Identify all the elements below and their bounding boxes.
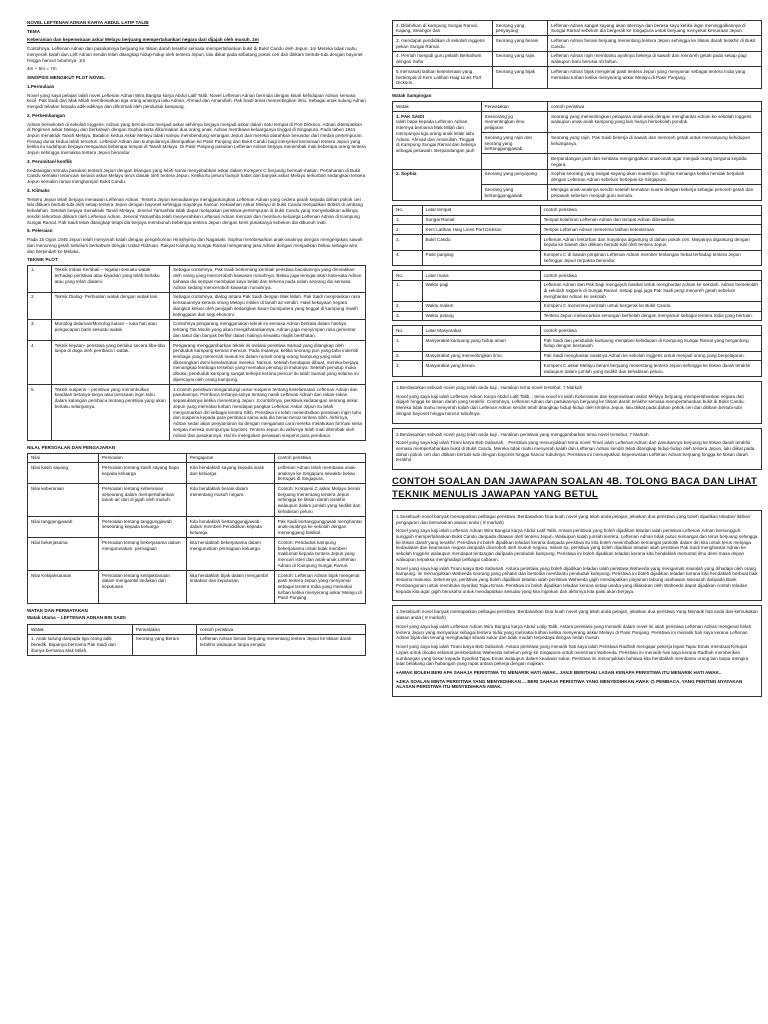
nilai-row: [28, 571, 366, 604]
sinopsis-text: Kedatangan semula pasukan tentera Jepun dengan bilangan yang lebih ramai menyebabkan askar dalam Kompeni C berjuang bermati-matian. Pertahanan di Bukit Candu semakin terancam kerana askar Melayu terus diasak oleh tentera Jepun. Ketika itu peluru hampir habis dan banyak askar Melayu terkorban sedangkan tentera Jepun semakin ramai menghampiri Bukit Candu.: [27, 167, 366, 185]
teknik-row: [28, 319, 366, 340]
latar-tempat-cell: Tempat Leftenan Adnan menerima latihan ketenteraan.: [540, 225, 761, 235]
latar-masyarakat-header: [393, 326, 762, 336]
latar-tempat-header-cell: No.: [393, 205, 423, 215]
watak-header: [28, 625, 366, 635]
teknik-row: [28, 385, 366, 441]
sinopsis-text: Pada 15 Ogos 1945 Jepun telah menyerah kalah dengan pengeboman Hiroshyima dan Nagasaki. Sophia membesarkan anak-anaknya dengan mengenjakan sawah dan menoreng getah sebelum berkahwin dengan Ustaz Ridzuan. Rakyat Kampung Sungai Ramal mengenang jasa Adnan dengan menjadikan beliau sebagai wira dan berpindah ke Melaka.: [27, 237, 363, 254]
novel-title: NOVEL LEFTENAN ADNAN KARYA ABDUL LATIP TALIB: [27, 20, 149, 25]
latar-masyarakat-cell: Masyarakat kampung yang hidup aman: [422, 336, 540, 351]
latar-tempat-row: [393, 250, 762, 265]
nota-1: ●AWAK BOLEH BERI APA SAHAJA PERISTIWA TG MENARIK HATI AWAK.. JANJI BERITAHU LASAN KENAPA PERISTIWA ITU MENARIK HATI AWAK..: [396, 669, 722, 675]
sampingan-header-cell: Watak: [393, 102, 482, 112]
latar-masa-row: [393, 311, 762, 321]
sinopsis-subheading: 2. Perkembangan: [27, 112, 66, 118]
tema-example: Contohnya, Leftenan Adnan dan pasukannya berjuang ke titisan darah terakhir semasa mempertahankan bukit di Bukit Candu oleh Jepun. 1m Mereka tidak mahu menyerah kalah dan Left Adnan sendiri telah ditangkap hidup-hidup oleh tentera Jepun, lalu diikat pada sebatang pokok ceri dan ditikam bertubi-tubi dengan bayonet hingga hancur tubuhnya. 1m: [27, 46, 363, 63]
sampingan-row: [393, 169, 762, 184]
sampingan-header-cell: contoh peristiwa: [547, 102, 761, 112]
watak-utama-cell: Seorang yang rajin.: [492, 51, 547, 66]
nilai-cell: Persoalan tentang keberanian seseorang dalam mempertahankan tanah air dari di jajah oleh musuh.: [98, 484, 186, 517]
watak-utama-cell: Leftenan Adnan bijak mengenal pasti tentera Jepun yang menyamar sebagai tentera India yang memakai turban ketika menyerang askar Melayu di Pasir Panjang.: [547, 67, 761, 88]
teknik-name: Teknik Dialog- Perbualan watak dengan watak lain.: [51, 292, 169, 319]
teknik-row: [28, 292, 366, 319]
teknik-name: Teknik Imbas Kembali – Ingatan sesuatu watak terhadap peristiwa atau kejadian yang telah berlaku atau yang telah dialami.: [51, 265, 169, 292]
latar-masa-header-cell: contoh peristiwa: [540, 271, 761, 281]
watak-utama-cell: Seorang yang penyayang: [492, 21, 547, 36]
sampingan-perwatakan: Seorang yang bertanggungjawab: [481, 185, 547, 200]
nilai-cell: Persoalan tentang kebijaksanaan dalam mengambil tindakan dan keputusan: [98, 571, 186, 604]
sinopsis-block: [27, 84, 366, 110]
right-column: [392, 0, 768, 701]
nilai-cell: Nilai tanggungjawab: [28, 517, 99, 538]
watak-utama-cell: Leftenan Adnan sangat sayang akan isterinya dan berasa sayu ketika ingin meninggalkannya di Sungai Ramal sebelum dia bergerak ke Singapura untuk berjuang menyekat kemaraan Jepun.: [547, 21, 761, 36]
latar-tempat-cell: Bukit Candu: [422, 235, 540, 250]
teknik-name: Monolog dalaman/Monolog luaran – kata hati atau pengucapan batin sesuatu watak.: [51, 319, 169, 340]
sampingan-contoh: Seorang yang rajin. Pak Saidi bekerja di sawah dan menoreh getah untuk menampung kehidupan keluarganya.: [547, 133, 761, 154]
latar-tempat-cell: Sungai Ramal: [422, 215, 540, 225]
nilai-cell: Persoalan tentang kasih sayang bapa kepada keluarga: [98, 463, 186, 484]
left-column: [0, 0, 380, 660]
watak-utama-row: [393, 36, 762, 51]
watak-utama-cell: 4. Pernah menjadi guru pelatih Berkahwin dengan Sofia: [393, 51, 493, 66]
latar-masa-cell: Waktu pagi: [422, 280, 540, 301]
nilai-cell: Kita hendaklah sayang kepada anak dan keluarga: [186, 463, 274, 484]
sampingan-header-cell: Perwatakan: [481, 102, 547, 112]
latar-tempat-header-cell: contoh peristiwa: [540, 205, 761, 215]
jawapan-menarik-box: [392, 605, 762, 697]
latar-masyarakat-cell: Pak Saidi dan penduduk kampung menjalani kehidupan di Kampung Sungai Ramal yang bergantung hidup dengan bersawah.: [540, 336, 761, 351]
tema-statement: Keberanian dan kepenwiraan askar Melayu berjuang mempertahankan negara dari dijajah oleh musuh. 2m: [27, 37, 259, 43]
soalan-menarik: 1.Sesebuah novel banyak memaparkan pelbagai peristiwa. Berdasarkan Dua buah novel yang telah anda pelajari, jelaskan dua peristiwa Yang Menarik hati anda dan kemukakan alasan anda ( 8 markah): [396, 609, 758, 621]
teknik-number: 2.: [28, 292, 52, 319]
nilai-row: [28, 463, 366, 484]
jawapan-teladan-1: Novel yang saya kaji ialah Leftenan Adnan Wira Bangsa karya Abdul Latif Talib. Antara peristiwa yang boleh dijadikan teladan ialah peristiwa Leftenan Adnan bersungguh-sungguh mempertahankan Bukit Candu daripada ditawan oleh tentera Jepun. Walaupun kalah jumlah tentera, Leftenan Adnan tidak putus semangat dan terus berjuang sehingga ke titisan darah yang terakhir. Peristiwa ini boleh dijadikan teladan kerana daripada peristiwa itu kita boleh menimbulkan semangat patriotik dalam diri kita untuk terus menjaga kedaulatan dan keamanan negara daripada diceroboh oleh musuh negara. Selain itu, peristiwa yang boleh dijadikan teladan ialah peristiwa Pak Saidi menghantar Adnan ke sekolah Inggeris walaupun mendapat tentangan daripada penduduk kampung. Peristiwa ini boleh dijadikan teladan kerana kita hendaklah menuntut ilmu demi masa depan walaupun terpaksa menghadapi pelbagai cabaran.: [396, 528, 758, 562]
watak-utama-cell: Seorang yang bijak: [492, 67, 547, 88]
nilai-heading: NILAI, PERSOALAN DAN PENGAJARAN: [27, 444, 116, 450]
latar-tempat-cell: 3.: [393, 235, 423, 250]
latar-masa-cell: 1.: [393, 280, 423, 301]
soalan-peristiwa: 2.Berdasarkan sebuah novel yang telah anda kaji , Huraikan peristiwa yang menggambarkan tema novel tersebut. 7 Markah: [396, 431, 649, 437]
latar-masyarakat-cell: Kompeni C askar Melayu berani berjuang menentang tentera Jepun sehingga ke titisan darah terakhir walaupun dalam jumlah yang sedikit dan kehabisan peluru.: [540, 361, 761, 376]
teknik-name: Teknik kejutan- peristiwa yang berlaku secara tiba-tiba tanpa di duga oleh pembaca / watak.: [51, 341, 169, 385]
sampingan-contoh: Sophia seorang yang sangat sayang akan suaminya. Sophia menangis ketika hendak berpisah dengan Leftenan Adnan sebelum berlepas ke Singapura.: [547, 169, 761, 184]
latar-masa-header-cell: No.: [393, 271, 423, 281]
nilai-cell: kita hendaklah bekerjasama dalam menguruskan pernagaan keluarga: [186, 538, 274, 571]
watak-cell: 1. Anak sulung daripada tiga orang adik beradik. Bapanya bernama Pak Saidi dan ibunya bernama Mak Milah.: [28, 634, 133, 655]
nilai-cell: Contoh: Kompeni C askar Melayu berani berjuang menentang tentera Jepun sehingga ke titisan darah terakhir walaupun dalam jumlah yang sedikit dan kehabisan peluru: [274, 484, 365, 517]
latar-tempat-cell: Tempat kelahiran Leftenan Adnan dan tempat Adnan dibesarkan.: [540, 215, 761, 225]
latar-tempat-row: [393, 215, 762, 225]
jawapan-tema: Novel yang saya kaji ialah Leftenan Adnan Karya Abdul Latif Talib, , tema novel ini ialah Keberanian dan kepenwiraan askar Melayu berjuang mempertahankan negara dari dijajah hingga ke titisan darah yang terakhir. Contohnya, Leftenan Adnan dan pasukannya berjuang ke titisan darah terakhir semasa mempertahankan bukit di Bukit Candu. Mereka tidak mahu menyerah kalah dan Leftenan Adnan sendiri telah ditangkap hidup-hidup oleh tentera Jepun, lalu diikat pada dahan pokok ceri dan ditikam bertubi-tubi dengan bayonet hingga hancur tubuhnya.: [396, 393, 745, 416]
latar-tempat-table: [392, 205, 762, 266]
latar-masa-row: [393, 301, 762, 311]
nilai-cell: kita hendaklah bijak dalam mengambil tindakan dan keputusan: [186, 571, 274, 604]
latar-masyarakat-table: [392, 325, 762, 376]
sinopsis-block: [27, 159, 366, 185]
latar-masyarakat-header-cell: No.: [393, 326, 423, 336]
sinopsis-subheading: 4. Klimaks: [27, 187, 50, 193]
watak-utama-cell: 3. mendapat pendidikan di sekolah Inggeris pekan Sungai Ramal.: [393, 36, 493, 51]
jawapan-menarik-2: Novel yang saya kaji ialah Tirani karya Beb Sabariah. Antara peristiwa yang menarik hati saya ialah Peristiwa Radhah mengajar pekerja lepas Tajau Emas membuat Ketupat Lepas untuk dicuba selamat pembedahan Waheeda sebelum pergi ke Singapura untuk menemani Waheeda. Peristiwa ini menarik hati saya kerana Radhah memberikan sumbangan yang besar kepada Syarikat Tajau Emas walaupun dalam keadaan sukar. Peristiwa ini menunjukkan bahawa kita hendaklah membantu orang lain tanpa mengira latar belakang dan hubungan yang rapat antara pekerja dengan majikan.: [396, 644, 749, 667]
watak-utama-cell: Leftenan Adnan berani berjuang menentang tentera Jepun sehingga ke titisan darah terakhir di Bukit Candu.: [547, 36, 761, 51]
watak-utama-cell: 2. Dilahirkan di kampung Sungai Ramal, Kajang, Selangor dan: [393, 21, 493, 36]
latar-masyarakat-cell: 3.: [393, 361, 423, 376]
sampingan-perwatakan: [481, 154, 547, 169]
sampingan-contoh: Berpandangan jauh dan sentiasa mengingatkan anak-anak agar menjadi orang berguna kepada negara.: [547, 154, 761, 169]
teknik-plot-heading: TEKNIK PLOT: [27, 257, 58, 263]
sampingan-name: 1. PAK SAIDI: [396, 113, 424, 119]
nota-2: ●JIKA SOALAN MINTA PERISTIWA YANG MENYEDIHKAN ... BERI SAHAJA PERISTIWA YANG MENYEDIHKAN AWAK @ PEMBACA, YANG PENTING NYATAKAN ALASAN PERISTIWA ITU MENYEDIHKAN AWAK.: [396, 678, 743, 690]
watak-utama-continued-table: [392, 20, 762, 89]
nilai-row: [28, 538, 366, 571]
teknik-row: [28, 341, 366, 385]
latar-masyarakat-cell: 1.: [393, 336, 423, 351]
latar-masyarakat-cell: Masyarakat yang berani.: [422, 361, 540, 376]
soalan-tema: 1.Berdasarkan sebuah novel yang telah anda kaji , Huraikan tema novel tersebut. 7 Markah: [396, 384, 583, 390]
sinopsis-text: Tentera Jepun telah berjaya menawan Leftenan Adnan. Tentera Jepun kemudiannya menggantungkan Leftenan Adnan yang cedera parah kepada dahan pokok ceri lalu ditikam bertubi-tubi oleh setiap tentera Jepun dengan bayonet sehingga mayatnya hancur. Kekalahan Askar Melayu di bukit Candu menjadikan British di ambang kekalahan. Setelah berjaya menakluki Tanah Melayu, Jeneral Yamashita tidak dapat melupakan peristiwa pertempuran di bukit Candu yang menyebabkan adiknya sendiri terkorban ditikam oleh Leftenan Adnan. Jeneral Yamashita telah menyerahkan Leftenan Adnan mencari dan memburu keluarga Leftenan Adnan di Kampung Sungai Ramal. Pak Saidi telah ditangkap tetapi dia berjaya membunuh beberapa tentera Jepun dengan keris pusakanya sebelum dia dibunuh mati.: [27, 196, 363, 225]
latar-tempat-row: [393, 225, 762, 235]
teknik-number: 1.: [28, 265, 52, 292]
watak-utama-row: [393, 51, 762, 66]
watak-header-cell: Perwatakan: [132, 625, 196, 635]
latar-tempat-cell: 4.: [393, 250, 423, 265]
nilai-cell: Kita hendaklah bertanggungjawab dalam memberi Pendidikan kepada keluarga: [186, 517, 274, 538]
latar-masa-row: [393, 280, 762, 301]
teknik-example: 1.Contoh peristiwa mengandungi unsur suspens tentang keselamatan Leftenan Adnan dan pasukannya. Pembaca tertanya-tanya tentang nasib Leftenan Adnan dan rakan-rakan sepasukannya ketika menentang Jepun. 2.contohnya, peristiwa kedatangan seorang askar Jepun yang memakai turban mendapat pangkat Leftenan Askar Jepun itu telah menyamarkan diri sebagai tentera Sikh. Peristiwa ini telah menimbulkan perasaan ingin tahu dan suspens kepada para pembaca sama ada dia benar-benar tentera Sikh. Akhirnya, Adnan sedar akan penyamaran itu dengan mengamati cara mereka melakukan formasi serta senjata mereka mempunyai bayonet. Tentera Jepun itu akhirnya telah mati ditembak oleh Adnan dan pasukannya. Hal ini melegakan perasaan suspens para pembaca.: [169, 385, 365, 441]
teknik-number: 4.: [28, 341, 52, 385]
watak-cell: Seorang yang Berani: [132, 634, 196, 655]
latar-masyarakat-header-cell: Latar Masyarakat: [422, 326, 540, 336]
teknik-example: Pengarang menggambarkan teknik ini melalui peristiwa Samad yang ditangkap oleh penduduk kampung kerana mencuri. Pada mulanya, ketika seorang pun yang tahu indentiti lembaga yang memecah masuk ke dalam rumah orang-orang kampung yang telah dikosongkan demi keselamatan mereka. Namun, setelah hendapan dibuat, mereka berjaya menangkap lembaga tersebut yang memakai penutup di mukanya. Setelah penutup muka dibuka, penduduk kampung sangat terkejut kerana pencuri itu ialah Samad yang selama ini dipercayai oleh orang kampung.: [169, 341, 365, 385]
latar-masyarakat-row: [393, 351, 762, 361]
latar-tempat-cell: 2.: [393, 225, 423, 235]
latar-masyarakat-header-cell: contoh peristiwa: [540, 326, 761, 336]
latar-masa-cell: Waktu petang: [422, 311, 540, 321]
teknik-example: Sebagai contohnya, Pak Saidi berkenang kembali peristiwa bacakannya yang dirosakkan oleh orang yang menceroboh kawasan rumahnya. Beliau juga teringat akan kata-kata Adnan bahawa dia sempat membalas kayu belati dan terkena pada salah seorang dia semasa Adnan sedang menceroboh kawasan rumahnya.: [169, 265, 365, 292]
nilai-cell: Persoalan tentang bekerjasama dalam mengurusakan. pernagaan: [98, 538, 186, 571]
soalan-peristiwa-box: [392, 428, 762, 471]
latar-tempat-cell: 1.: [393, 215, 423, 225]
sinopsis-block: [27, 113, 366, 156]
jawapan-peristiwa: Novel yang saya kaji ialah Tirani karya Beb Sabariah, , Peristiwa yang menunjukkan tema novel Tirani ialah Leftenan Adnan dan pasukannya berjuang ke titisan darah terakhir semasa mempertahankan bukit di Bukit Candu. Mereka tidak mahu menyerah kalah dan Leftenan Adnan sendiri telah ditangkap hidup-hidup oleh tentera Jepun, lalu diikat pada dahan pokok ceri dan ditikam bertubi-tubi dengan bayonet hingga hancur tubuhnya. Peristiwa ini menunjukkan kepenwiraan Leftenan Adnan berjuang hingga ke titisan darah terakhir.: [396, 440, 755, 463]
watak-utama-row: [393, 21, 762, 36]
teknik-number: 3.: [28, 319, 52, 340]
watak-utama-cell: Leftenan Adnan rajin membantu ayahnya bekerja di sawah dan menoreh getah pada setiap pagi walaupun baru berusia 10 tahun.: [547, 51, 761, 66]
sampingan-header: [393, 102, 762, 112]
latar-tempat-cell: Leftenan Adnan terkorban dan mayatnya digantung di dahan pokok ceri. Mayatnya digantung dengan kepala ke bawah dan ditikam bertubi-tubi oleh tentera Jepun.: [540, 235, 761, 250]
latar-masa-cell: Waktu malam: [422, 301, 540, 311]
sampingan-perwatakan: Seorang yang rajin dan seorang yang bertanggungjawab: [481, 133, 547, 154]
nilai-header-cell: Persoalan: [98, 453, 186, 463]
latar-masyarakat-row: [393, 336, 762, 351]
sampingan-row: [393, 112, 762, 133]
latar-tempat-header-cell: Latar tempat: [422, 205, 540, 215]
latar-masyarakat-cell: Masyarakat yang mementingkan ilmu.: [422, 351, 540, 361]
sinopsis-heading: SINOPSIS MENGIKUT PLOT NOVEL: [27, 75, 106, 81]
jawapan-teladan-2: Novel yang saya kaji ialah Tirani karya Beb Sabariah. Antara peristiwa yang boleh dijadikan teladan ialah peristiwa Waheeda yang mengamati masalah yang dihadapi oleh orang kampung. Ini menunjukkan Waheeda seorang yang prihatin dan bersedia membantu penduduk kampung. Peristiwa ini boleh dijadikan teladan kerana kita hendaklah berbuat baik sesama manusia. Seterusnya, peristiwa yang boleh dijadikan teladan ialah peristiwa Waheeda gigih mendapatkan pinjaman tabung usahawan siswazah daripada Bank Pembangunan untuk membuka Syarikat Tajau Emas. Peristiwa ini boleh dijadikan teladan kerana setiap usaha yang dilakukan oleh Waheeda dapat dijadikan contoh teladan kepada kita agar gigih berusaha untuk mendapatkan sesuatu yang kita inginkan dan akhirnya kita pasti akan berjaya.: [396, 565, 758, 594]
watak-header-cell: contoh peristiwa: [196, 625, 365, 635]
latar-tempat-cell: Pasir panjang: [422, 250, 540, 265]
latar-masyarakat-cell: 2.: [393, 351, 423, 361]
nilai-cell: Nilai kasih sayang.: [28, 463, 99, 484]
sinopsis-section: [27, 84, 366, 254]
nilai-cell: Contoh: Leftenan Adnan bijak mengenal pasti tentera Jepun yang menyamar sebagai tentera India yang memakai turban ketika menyerang askar Melayu di Pasir Panjang.: [274, 571, 365, 604]
nilai-header-cell: contoh peristiwa: [274, 453, 365, 463]
watak-row: [28, 634, 366, 655]
watak-utama-row: [393, 67, 762, 88]
sampingan-watak-cell: [393, 169, 482, 200]
sampingan-heading: Watak Sampingan: [392, 92, 432, 98]
latar-masyarakat-row: [393, 361, 762, 376]
latar-tempat-cell: Kompeni C di bawah pimpinan Leftenan Adnan member tentangan hebat terhadap tentera Jepun sehingga Jepun terpaksa berundur.: [540, 250, 761, 265]
watak-sampingan-table: [392, 101, 762, 201]
nilai-cell: Leftenan Adnan telah membawa anak-anaknya ke Singapura sewaktu beliau bertugas di Singapura.: [274, 463, 365, 484]
tema-heading: TEMA: [27, 28, 41, 34]
nilai-header-cell: Nilai: [28, 453, 99, 463]
nilai-cell: Persoalan tentang tanggungjawab seseorang kepada keluarga: [98, 517, 186, 538]
nilai-cell: Contoh: Penduduk kampung bekerjasama untuk tidak memberi maklumat kepada tentera Jepun yang mencari isteri dan anak-anak Leftenan Adnan di Kampung Sungai Ramal.: [274, 538, 365, 571]
teknik-number: 5.: [28, 385, 52, 441]
sinopsis-subheading: 5. Peleraian: [27, 228, 53, 234]
latar-masyarakat-cell: Pak Saidi menghantar anaknya Adnan ke sekolah Inggeris untuk menjadi orang yang berpelajaran.: [540, 351, 761, 361]
sinopsis-block: [27, 228, 366, 254]
teknik-example: Sebagai contohnya, dialog antara Pak Saidi dengan Mak Milah. Pak Saidi menjelaskan rasa kerisauannya kerana orang Melayu miskin di tanah air sendiri. Hasil kekayaan negara diangkut keluar oleh penjajah sedangkan kaum bumiputera yang tinggal di kampung masih ketinggalan dari segi ekonomi.: [169, 292, 365, 319]
latar-masa-cell: Leftenan Adnan dan Pak Sagi mengayuh basikal untuk menghantar Adnan ke sekolah. Adnan bersekolah di sekolah Inggeris di Sungai Ramal. Setiap pagi juga Pak Saidi pergi menoreh getah sebelum menghantar Adnan ke sekolah.: [540, 280, 761, 301]
contoh-soalan-banner: CONTOH SOALAN DAN JAWAPAN SOALAN 4B. TOLONG BACA DAN LIHAT TEKNIK MENULIS JAWAPAN YANG BETUL: [392, 476, 758, 500]
sinopsis-text: Novel yang saya pelajari ialah novel Leftenan Adnan Wira Bangsa karya Abdul Latif Talib. Novel Leftenan Adnan bermula dengan kisah kehidupan Adnan semasa kecil. Pak Saidi dan Mak Milah membesarkan tiga orang anaknya iaitu Adnan, Ahmad dan Amarullah. Pak Saidi amat mementingkan ilmu. Sebagai anak sulung Adnan menjadi teladan kepada adik-adiknya dan dihormati oleh penduduk kampung.: [27, 92, 366, 110]
jawapan-teladan-box: [392, 510, 762, 602]
nilai-cell: Nilai Kebijaksanaan: [28, 571, 99, 604]
nilai-cell: Nilai bekerjasama: [28, 538, 99, 571]
sinopsis-text: Adnan bersekolah di sekolah Inggeris. Adnan yang bercita-cita menjadi askar akhirnya berjaya menjadi askar dalam satu tempat di Port Dickson. Adnan ditempatkan di Regimen askar Melayu dan berkahwin dengan Sophia serta dikurniakan dua orang anak. Adnan membawa keluarganya tinggal di Singapura. Pada tahun 1941 Jepun menakluk Tanah Melayu. Batalion kedua Askar Melayu tidak mampu membendung serangan Jepun dan mereka diarahkan berundur dari medan pertempuran. Perang dunia kedua telah tercetus. Leftenan Adnan dan kumpulannya ditempatkan ke Pasir Panjang dan Bukit Candu bagi menyekat kemaraan tentera Jepun yang ketika itu sudahpun berjaya menguasai beberapa tempat di Tanah Melayu. Di Pasir Panjang pasukan Leftenan Adnan berjaya menembak mati beberapa orang tentera Jepun sehingga memaksa tentera Jepun berundur.: [27, 121, 366, 156]
latar-masa-table: [392, 270, 762, 321]
latar-masa-cell: Tentera Jepun melancarkan serangan berhelah dengan menyamar sebagai tentera India yang bertuan.: [540, 311, 761, 321]
latar-masa-header-cell: Latar masa: [422, 271, 540, 281]
sampingan-contoh: Menjaga anak-anaknya sendiri setelah kematian suami dengan bekerja sebagai penoreh getah dan pesawah sebelum menjadi guru semula.: [547, 185, 761, 200]
teknik-example: Contohnya pengarang menggunakan teknik ini semasa Adnan berkata dalam hatinya tentang Tok Mudin yang akan mengkhatankannya. Adnan juga menyimpan rasa gementar dan takut dan banyak berfikir dalam hatinya sewaktu majlis berkhatan.: [169, 319, 365, 340]
latar-masa-cell: 3.: [393, 311, 423, 321]
watak-utama-cell: 5.memasuki latihan ketenteraan yang bertempat di Kem Latihan Haig Lines Port Dickson.: [393, 67, 493, 88]
teknik-row: [28, 265, 366, 292]
soalan-tema-box: [392, 381, 762, 424]
watak-utama-table: [27, 624, 366, 656]
latar-tempat-header: [393, 205, 762, 215]
sampingan-name: 2. Sophia: [396, 171, 417, 177]
sampingan-desc: Ialah bapa kepada Leftenan Adnan. Isterinya bernama Mak Milah dan mempunyai tiga orang anak lelaki iaitu Adnan, Ahmad dan Amarullah. Tinggal di Kampung Sungai Ramal dan bekerja sebagai pesawah. Berpandangan jauh: [396, 119, 476, 153]
soalan-teladan: 1.Sesebuah novel banyak memaparkan pelbagai peristiwa. Berdasarkan Dua buah novel yang telah anda pelajari, jelaskan dua peristiwa yang boleh dijadikan teladan/ iktibar/ pengajaran dan kemukakan alasan anda ( 8 markah): [396, 513, 751, 525]
sampingan-contoh: Seorang yang mementingkan pelajaran anak-anak dengan menghantar Adnan ke sekolah Inggeris walaupun anak-anak kampung yang lain hanya bersekolah pondok.: [547, 112, 761, 133]
sinopsis-subheading: 3. Perumitan/ konflik: [27, 158, 72, 164]
latar-tempat-cell: Kem Latihan Haig Lines Port Dickson: [422, 225, 540, 235]
nilai-header: [28, 453, 366, 463]
teknik-plot-table: [27, 265, 366, 441]
tema-formula: 4m + 5m = 7m: [27, 66, 57, 72]
sampingan-perwatakan: Seorang yang penyayang: [481, 169, 547, 184]
nilai-cell: Nilai keberanian: [28, 484, 99, 517]
sinopsis-block: [27, 188, 366, 225]
latar-tempat-row: [393, 235, 762, 250]
nilai-header-cell: Pengajaran: [186, 453, 274, 463]
watak-cell: Leftenan Adnan berani berjuang menentang tentera Jepun ke titisan darah terakhir walaupun tanpa senjata.: [196, 634, 365, 655]
jawapan-menarik-1: Novel yang saya kaji ialah Leftenan Adnan Wira Bangsa karya Abdul Latip Talib. Antara peristiwa yang menarik dalam novel ini ialah peristiwa Leftenan Adnan mengenal helah tentera Jepun yang menyamar sebagai tentera India yang memakai turban ketika menyerang askar Melayu di Pasir Panjang. Peristiwa ini menarik hati saya kerana Leftenan Adnan bijak dan tenang menghadapi situasi sukar dan tidak mudah terpedaya dengan helah musuh.: [396, 623, 752, 641]
nilai-cell: Pak Saidi bertanggungjawab menghantar anak-anaknya ke sekolah dengan menunggang basikal.: [274, 517, 365, 538]
sinopsis-subheading: 1.Permulaan: [27, 83, 55, 89]
nilai-cell: Kita hendaklah berani dalam menentang musuh negara: [186, 484, 274, 517]
latar-masa-cell: 2.: [393, 301, 423, 311]
watak-subheading: Watak Utama – LEFTENAN ADNAN BIN SAIDI: [27, 615, 126, 621]
latar-masa-cell: Kompeni C menerima perintah untuk bergerak ke Bukit Candu.: [540, 301, 761, 311]
nilai-table: [27, 453, 366, 604]
watak-utama-cell: Seorang yang berani: [492, 36, 547, 51]
sampingan-watak-cell: [393, 112, 482, 170]
teknik-name: Teknik suspens – peristiwa yang menimbulkan keadaan tertanya-tanya atau perasaan ingin tahu dalam kalangan pembaca tentang peristiwa yang akan berlaku selanjutnya.: [51, 385, 169, 441]
watak-heading: WATAK DAN PERWATAKAN: [27, 607, 88, 613]
sampingan-perwatakan: Seseorang yg mementingkan ilmu pelajaran: [481, 112, 547, 133]
watak-header-cell: Watak: [28, 625, 133, 635]
latar-masa-header: [393, 271, 762, 281]
nilai-row: [28, 517, 366, 538]
nilai-row: [28, 484, 366, 517]
